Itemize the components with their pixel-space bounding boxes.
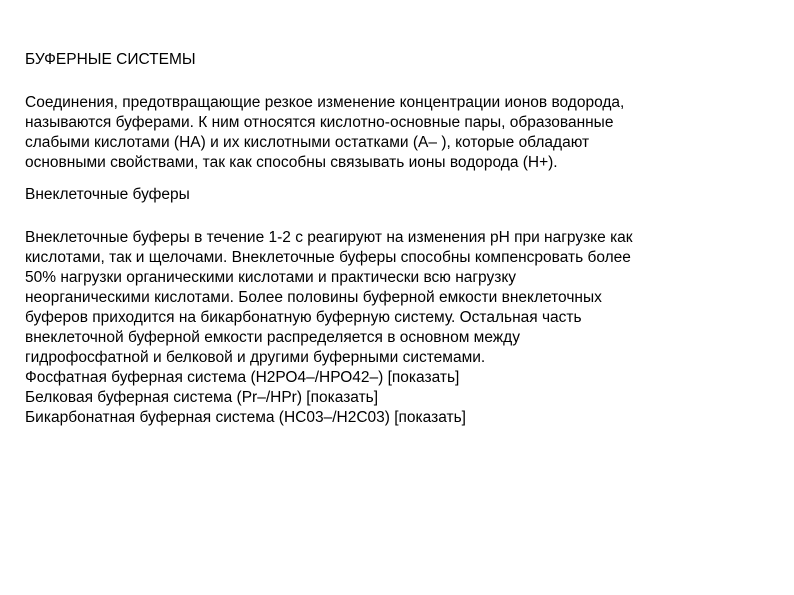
protein-buffer-link[interactable]: Белковая буферная система (Pr–/HPr) [показать] <box>25 389 379 406</box>
section-heading <box>25 185 190 205</box>
title-text: БУФЕРНЫЕ СИСТЕМЫ <box>25 51 196 68</box>
phosphate-buffer-link[interactable]: Фосфатная буферная система (Н2РО4–/НРО42–) [показать] <box>25 369 460 386</box>
intro-line: Соединения, предотвращающие резкое изменение концентрации ионов водорода, <box>25 94 625 111</box>
page-title <box>25 50 196 70</box>
section-heading-text: Внеклеточные буферы <box>25 186 190 203</box>
body-line: неорганическими кислотами. Более половины буферной емкости внеклеточных <box>25 289 602 306</box>
intro-paragraph <box>25 93 624 173</box>
bicarbonate-buffer-link[interactable]: Бикарбонатная буферная система (НС03–/Н2С03) [показать] <box>25 409 466 426</box>
body-paragraph <box>25 228 633 368</box>
body-line: гидрофосфатной и белковой и другими буферными системами. <box>25 349 486 366</box>
body-line: Внеклеточные буферы в течение 1-2 с реагируют на изменения рН при нагрузке как <box>25 229 633 246</box>
intro-line: слабыми кислотами (НА) и их кислотными остатками (А– ), которые обладают <box>25 134 590 151</box>
buffer-system-list <box>25 368 466 428</box>
body-line: буферов приходится на бикарбонатную буферную систему. Остальная часть <box>25 309 582 326</box>
intro-line: основными свойствами, так как способны связывать ионы водорода (Н+). <box>25 154 558 171</box>
body-line: 50% нагрузки органическими кислотами и практически всю нагрузку <box>25 269 517 286</box>
body-line: внеклеточной буферной емкости распределяется в основном между <box>25 329 520 346</box>
intro-line: называются буферами. К ним относятся кислотно-основные пары, образованные <box>25 114 614 131</box>
body-line: кислотами, так и щелочами. Внеклеточные буферы способны компенсровать более <box>25 249 631 266</box>
